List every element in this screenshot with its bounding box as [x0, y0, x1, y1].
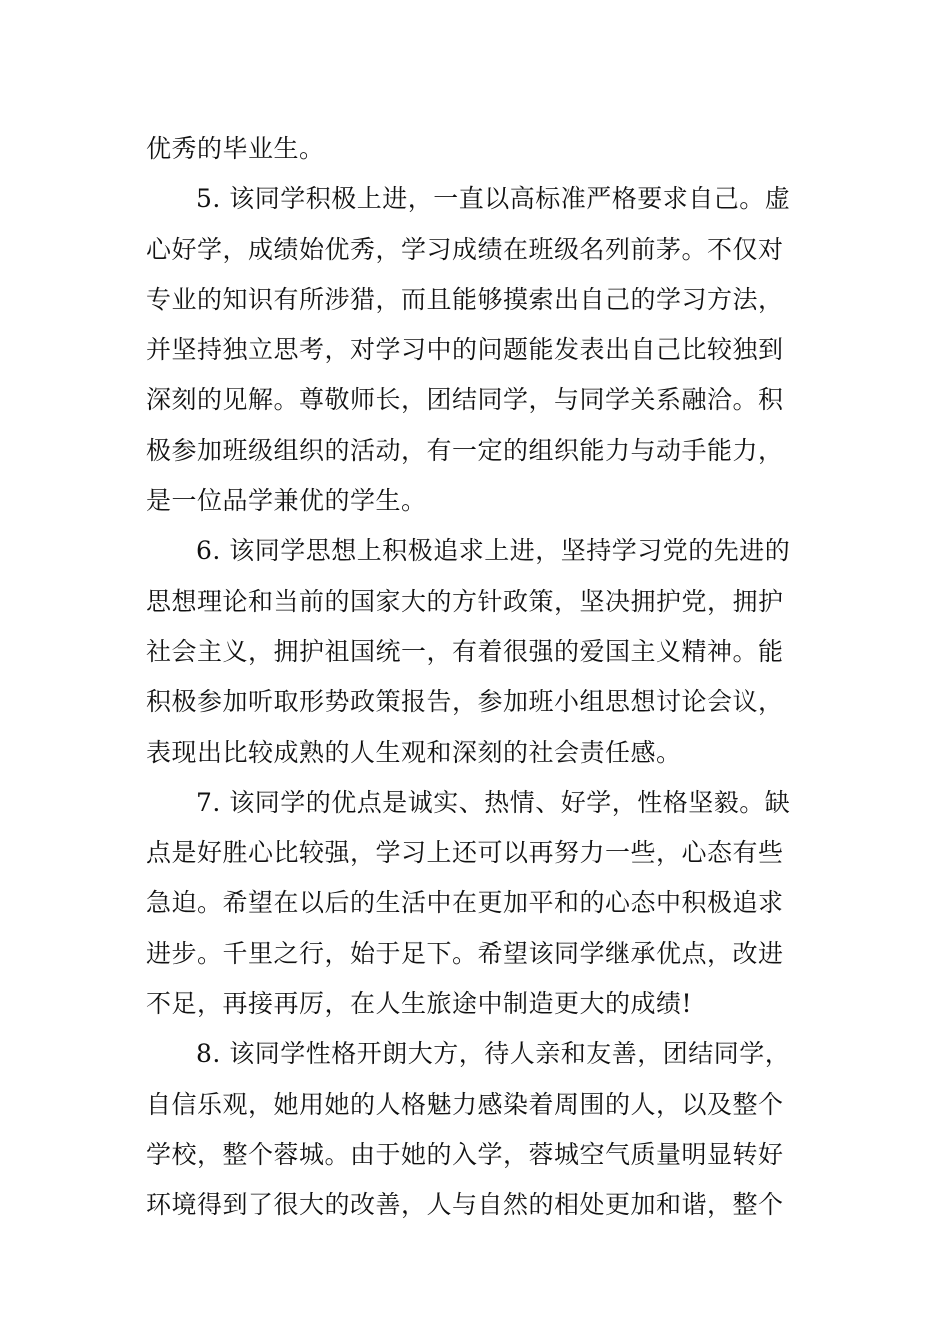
text-line: 是一位品学兼优的学生。 — [146, 486, 427, 516]
paragraph-7-first-line: 7. 该同学的优点是诚实、热情、好学，性格坚毅。缺 — [196, 787, 791, 817]
text-line: 并坚持独立思考，对学习中的问题能发表出自己比较独到 — [146, 335, 784, 365]
text-line: 极参加班级组织的活动，有一定的组织能力与动手能力， — [146, 435, 784, 465]
paragraph-8-first-line: 8. 该同学性格开朗大方，待人亲和友善，团结同学， — [196, 1039, 791, 1069]
paragraph-5-first-line: 5. 该同学积极上进，一直以高标准严格要求自己。虚 — [196, 184, 791, 214]
text-line: 积极参加听取形势政策报告，参加班小组思想讨论会议， — [146, 687, 784, 717]
document-body — [146, 124, 806, 1231]
text-line: 心好学，成绩始优秀，学习成绩在班级名列前茅。不仅对 — [146, 234, 784, 264]
text-line: 进步。千里之行，始于足下。希望该同学继承优点，改进 — [146, 938, 784, 968]
text-line: 自信乐观，她用她的人格魅力感染着周围的人，以及整个 — [146, 1089, 784, 1119]
text-line: 急迫。希望在以后的生活中在更加平和的心态中积极追求 — [146, 888, 784, 918]
text-line: 优秀的毕业生。 — [146, 134, 325, 163]
text-line: 社会主义，拥护祖国统一，有着很强的爱国主义精神。能 — [146, 636, 784, 666]
text-line: 不足，再接再厉，在人生旅途中制造更大的成绩! — [146, 989, 693, 1019]
paragraph-6-first-line: 6. 该同学思想上积极追求上进，坚持学习党的先进的 — [196, 536, 791, 566]
text-line: 点是好胜心比较强，学习上还可以再努力一些，心态有些 — [146, 838, 784, 868]
text-line: 思想理论和当前的国家大的方针政策，坚决拥护党，拥护 — [146, 586, 784, 616]
text-line: 表现出比较成熟的人生观和深刻的社会责任感。 — [146, 737, 682, 767]
text-line: 专业的知识有所涉猎，而且能够摸索出自己的学习方法， — [146, 284, 784, 314]
text-line: 环境得到了很大的改善，人与自然的相处更加和谐，整个 — [146, 1190, 784, 1220]
text-line: 学校，整个蓉城。由于她的入学，蓉城空气质量明显转好 — [146, 1139, 784, 1169]
text-line: 深刻的见解。尊敬师长，团结同学，与同学关系融洽。积 — [146, 385, 784, 415]
